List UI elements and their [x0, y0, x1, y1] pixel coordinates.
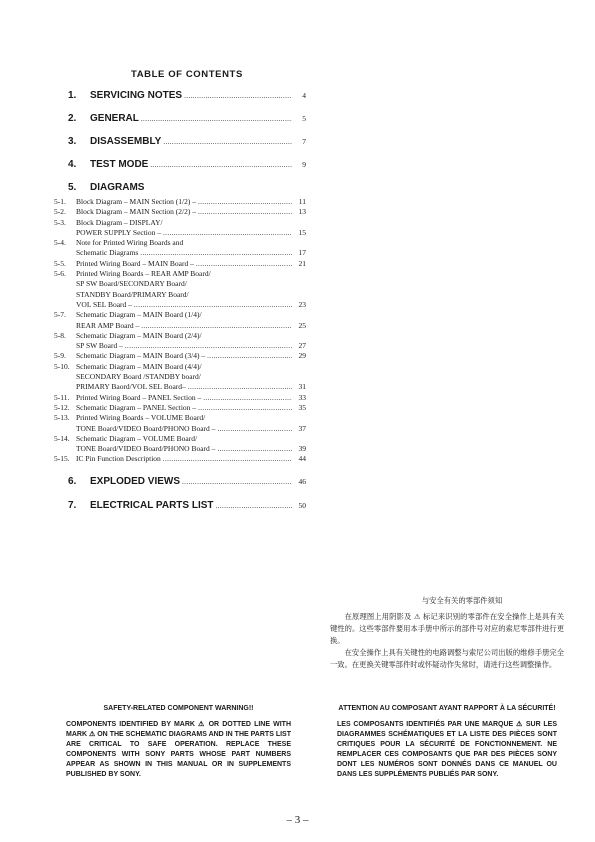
toc-subentry-5-10[interactable]: [54, 362, 306, 372]
toc-entry-label: Block Diagram – MAIN Section (2/2) –: [76, 207, 196, 217]
toc-entry-label-cont: TONE Board/VIDEO Board/PHONO Board –: [76, 444, 216, 454]
page-number: – 3 –: [286, 814, 309, 826]
toc-entry-number: 5-12.: [54, 402, 70, 412]
safety-warning-french: [337, 704, 557, 780]
toc-subentry-5-11[interactable]: [54, 393, 306, 403]
toc-subentry-5-7-cont[interactable]: [54, 321, 306, 331]
toc-entry-number: 5-8.: [54, 330, 66, 340]
toc-entry-number: 1.: [68, 90, 77, 101]
toc-entry-label-cont: POWER SUPPLY Section –: [76, 227, 162, 237]
dot-leader: [141, 115, 292, 123]
toc-entry-page: 11: [298, 197, 306, 206]
toc-entry-number: 6.: [68, 475, 77, 487]
toc-entry-label: GENERAL: [90, 113, 139, 124]
toc-subentry-5-14[interactable]: [54, 434, 306, 444]
toc-entry-page: 31: [298, 382, 306, 392]
dot-leader: [125, 341, 292, 351]
toc-entry-label: Printed Wiring Boards – REAR AMP Board/: [76, 269, 211, 279]
dot-leader: [150, 161, 292, 169]
toc-entry-number: 4.: [68, 159, 77, 170]
toc-subentry-5-15[interactable]: [54, 454, 306, 464]
toc-entry-label-cont: VOL SEL Board –: [76, 299, 132, 309]
toc-entry-label: Block Diagram – MAIN Section (1/2) –: [76, 197, 196, 206]
toc-entry-page: 23: [298, 299, 306, 309]
toc-subentry-5-6[interactable]: [54, 269, 306, 279]
toc-subentry-5-2[interactable]: [54, 207, 306, 217]
toc-entry-label-cont: PRIMARY Baord/VOL SEL Board–: [76, 382, 186, 392]
toc-entry-label: ELECTRICAL PARTS LIST: [90, 499, 214, 511]
toc-subentry-5-10-cont[interactable]: [54, 382, 306, 392]
dot-leader: [184, 92, 292, 100]
toc-entry-number: 5-3.: [54, 217, 66, 227]
table-of-contents: [54, 90, 306, 513]
toc-entry-label: Printed Wiring Boards – VOLUME Board/: [76, 413, 206, 423]
toc-entry-number: 5-14.: [54, 433, 70, 443]
toc-entry-exploded-views[interactable]: [68, 476, 306, 489]
toc-entry-page: 29: [298, 351, 306, 361]
toc-entry-page: 50: [298, 500, 306, 510]
toc-subentry-5-4[interactable]: [54, 238, 306, 248]
warning-title: SAFETY-RELATED COMPONENT WARNING!!: [103, 705, 254, 712]
toc-entry-test-mode[interactable]: [68, 159, 306, 172]
toc-entry-page: 15: [298, 227, 306, 237]
toc-subentry-5-6-cont[interactable]: [54, 300, 306, 310]
dot-leader: [188, 382, 292, 392]
dot-leader: [182, 478, 292, 486]
toc-entry-label: DISASSEMBLY: [90, 136, 162, 147]
toc-entry-number: 5-13.: [54, 413, 70, 423]
chinese-notice-paragraph-2: 在安全操作上具有关键性的电路调整与索尼公司出版的维修手册完全一致。在更换关键零部件时或怀疑动作失常时，请进行这些调整操作。: [330, 648, 564, 669]
toc-entry-number: 5-11.: [54, 392, 70, 402]
toc-entry-number: 5-6.: [54, 269, 66, 279]
toc-subentry-5-3[interactable]: [54, 218, 306, 228]
toc-subentry-5-6-cont[interactable]: [54, 279, 306, 289]
toc-subentry-5-8-cont[interactable]: [54, 341, 306, 351]
chinese-safety-notice: [330, 595, 564, 671]
dot-leader: [198, 403, 292, 413]
toc-entry-page: 5: [302, 114, 306, 123]
toc-entry-number: 5-15.: [54, 454, 70, 464]
toc-subentry-5-5[interactable]: [54, 259, 306, 269]
safety-warning-english: [66, 704, 291, 780]
warning-title: ATTENTION AU COMPOSANT AYANT RAPPORT À LA SÉCURITÉ!: [338, 705, 556, 712]
chinese-notice-paragraph-1: 在原理图上用阴影及 ⚠ 标记来识别的零部件在安全操作上是具有关键性的。这些零部件要用本手册中所示的部件号对应的索尼零部件进行更换。: [330, 612, 564, 645]
toc-entry-label: IC Pin Function Description: [76, 454, 161, 464]
toc-entry-page: 27: [298, 341, 306, 351]
dot-leader: [207, 351, 292, 361]
toc-entry-label: Schematic Diagram – MAIN Board (4/4)/: [76, 361, 202, 371]
toc-entry-number: 5-7.: [54, 310, 66, 320]
toc-entry-label-cont: TONE Board/VIDEO Board/PHONO Board –: [76, 423, 216, 433]
toc-entry-label: TEST MODE: [90, 159, 149, 170]
toc-entry-diagrams[interactable]: [68, 182, 306, 195]
toc-subentry-5-14-cont[interactable]: [54, 444, 306, 454]
dot-leader: [134, 300, 292, 310]
dot-leader: [217, 444, 292, 454]
toc-entry-label: Printed Wiring Board – PANEL Section –: [76, 392, 202, 402]
toc-entry-number: 7.: [68, 499, 77, 511]
toc-subentry-5-4-cont[interactable]: [54, 248, 306, 258]
toc-entry-label: Schematic Diagram – MAIN Board (1/4)/: [76, 310, 202, 320]
toc-entry-page: 17: [298, 248, 306, 258]
warning-body: COMPONENTS IDENTIFIED BY MARK ⚠ OR DOTTED LINE WITH MARK ⚠ ON THE SCHEMATIC DIAGRAMS AND IN THE PARTS LIST ARE CRITICAL TO SAFE OPERATION. REPLACE THESE COMPONENTS WITH SONY PARTS WHOSE PART NUMBERS APPEAR AS SHOWN IN THIS MANUAL OR IN SUPPLEMENTS PUBLISHED BY SONY.: [66, 721, 291, 778]
toc-entry-number: 5-5.: [54, 258, 66, 268]
toc-entry-number: 5-2.: [54, 207, 66, 217]
dot-leader: [216, 502, 292, 510]
dot-leader: [196, 259, 292, 269]
toc-entry-page: 25: [298, 320, 306, 330]
toc-subentry-5-10-cont[interactable]: [54, 372, 306, 382]
toc-entry-number: 5-10.: [54, 361, 70, 371]
toc-entry-label: Schematic Diagram – PANEL Section –: [76, 402, 197, 412]
toc-entry-general[interactable]: [68, 113, 306, 126]
toc-entry-page: 33: [298, 392, 306, 402]
toc-entry-page: 39: [298, 444, 306, 454]
toc-subentry-5-13[interactable]: [54, 413, 306, 423]
toc-entry-label-cont: STANDBY Board/PRIMARY Board/: [76, 289, 189, 299]
toc-entry-label-cont: SECONDARY Board /STANDBY board/: [76, 372, 201, 382]
chinese-notice-title: 与安全有关的零部件须知: [421, 596, 503, 605]
toc-entry-label: Schematic Diagram – MAIN Board (2/4)/: [76, 330, 202, 340]
toc-entry-page: 44: [298, 454, 306, 464]
warning-body: LES COMPOSANTS IDENTIFIÉS PAR UNE MARQUE ⚠ SUR LES DIAGRAMMES SCHÉMATIQUES ET LA LISTE DES PIÈCES SONT CRITIQUES POUR LA SÉCURITÉ DE FONCTIONNEMENT. NE REMPLACER CES COMPOSANTS QUE PAR DES PIÈCES SONY DONT LES NUMÉROS SONT DONNÉS DANS CE MANUEL OU DANS LES SUPPLÉMENTS PUBLIÉS PAR SONY.: [337, 721, 557, 778]
toc-entry-number: 5.: [68, 182, 77, 193]
toc-entry-label-cont: SP SW Board –: [76, 341, 123, 351]
toc-entry-servicing-notes[interactable]: [68, 90, 306, 103]
toc-entry-label: SERVICING NOTES: [90, 90, 183, 101]
toc-entry-number: 5-4.: [54, 238, 66, 248]
dot-leader: [163, 138, 292, 146]
toc-entry-disassembly[interactable]: [68, 136, 306, 149]
toc-entry-page: 4: [302, 91, 306, 100]
toc-entry-number: 2.: [68, 113, 77, 124]
toc-subentry-5-6-cont[interactable]: [54, 290, 306, 300]
toc-entry-label: EXPLODED VIEWS: [90, 475, 181, 487]
dot-leader: [198, 197, 292, 207]
toc-entry-number: 3.: [68, 136, 77, 147]
dot-leader: [198, 207, 292, 217]
dot-leader: [140, 248, 292, 258]
toc-entry-label: Printed Wiring Board – MAIN Board –: [76, 258, 194, 268]
toc-subentry-5-7[interactable]: [54, 310, 306, 320]
toc-entry-number: 5-1.: [54, 197, 66, 206]
toc-entry-label-cont: REAR AMP Board –: [76, 320, 140, 330]
dot-leader: [141, 321, 292, 331]
toc-entry-page: 13: [298, 207, 306, 217]
toc-subentry-5-3-cont[interactable]: [54, 228, 306, 238]
toc-entry-page: 9: [302, 160, 306, 169]
toc-subentry-5-13-cont[interactable]: [54, 424, 306, 434]
toc-entry-page: 35: [298, 402, 306, 412]
dot-leader: [203, 393, 292, 403]
toc-entry-electrical-parts-list[interactable]: [68, 500, 306, 513]
toc-title: TABLE OF CONTENTS: [131, 69, 243, 80]
toc-entry-label: Block Diagram – DISPLAY/: [76, 217, 163, 227]
toc-subentry-5-8[interactable]: [54, 331, 306, 341]
toc-entry-page: 7: [302, 137, 306, 146]
toc-entry-label-cont: Schematic Diagrams: [76, 248, 139, 258]
toc-entry-page: 46: [298, 476, 306, 486]
dot-leader: [217, 424, 292, 434]
dot-leader: [163, 228, 292, 238]
toc-entry-label: Note for Printed Wiring Boards and: [76, 238, 184, 248]
toc-entry-page: 21: [298, 258, 306, 268]
toc-subentry-5-9[interactable]: [54, 351, 306, 361]
toc-entry-label: Schematic Diagram – MAIN Board (3/4) –: [76, 351, 206, 361]
toc-subentry-5-12[interactable]: [54, 403, 306, 413]
toc-entry-number: 5-9.: [54, 351, 66, 361]
toc-entry-label: Schematic Diagram – VOLUME Board/: [76, 433, 198, 443]
toc-entry-label-cont: SP SW Board/SECONDARY Board/: [76, 279, 187, 289]
toc-subentry-5-1[interactable]: [54, 197, 306, 207]
dot-leader: [163, 454, 292, 464]
toc-entry-page: 37: [298, 423, 306, 433]
toc-entry-label: DIAGRAMS: [90, 182, 145, 193]
